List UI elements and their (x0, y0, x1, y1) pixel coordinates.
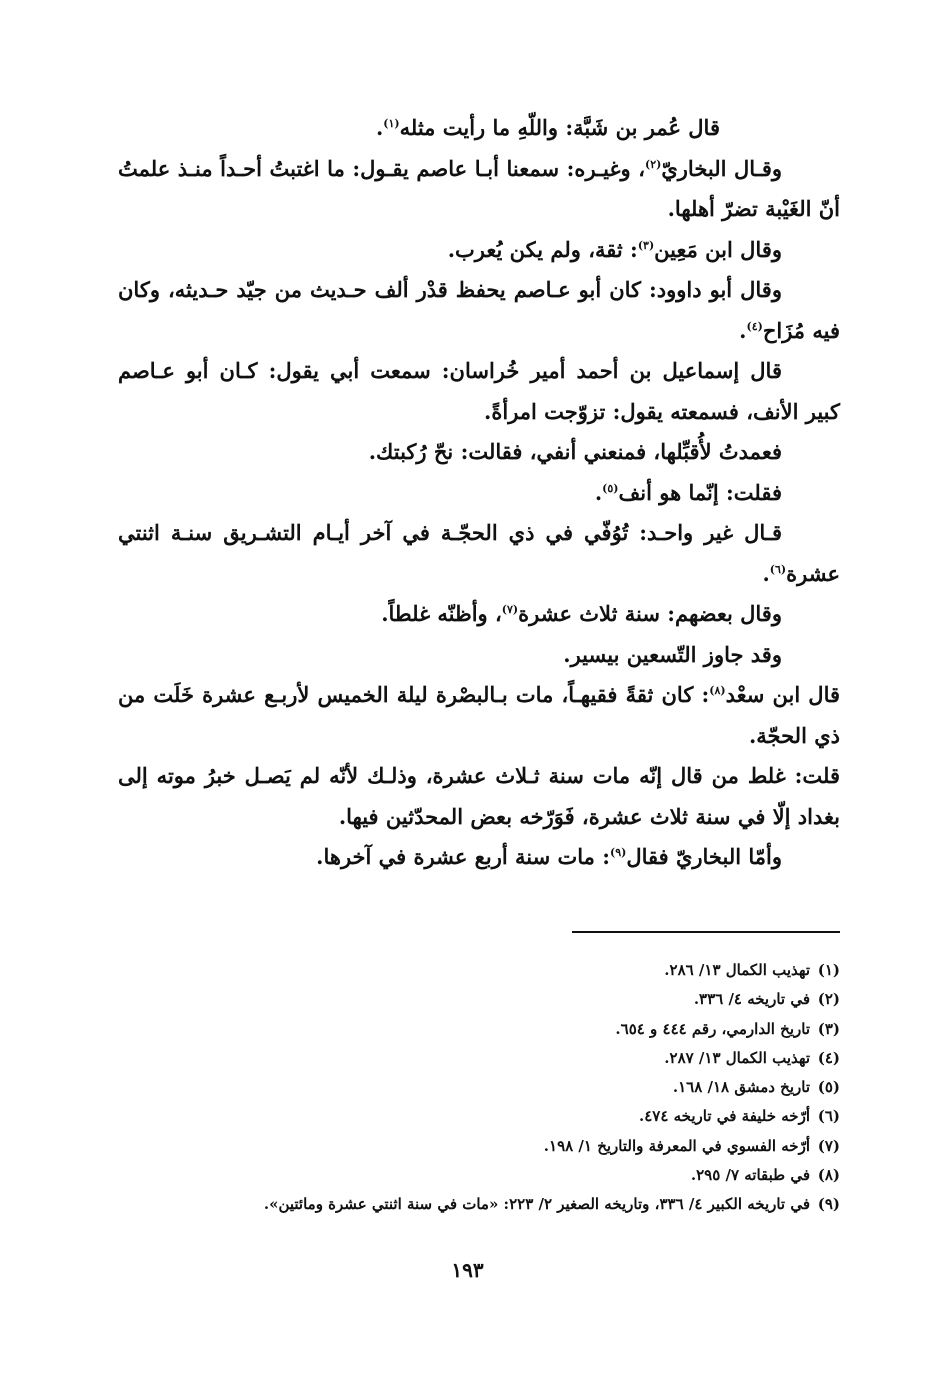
footnote-text: تهذيب الكمال ١٣/ ٢٨٦. (664, 961, 810, 979)
footnote-text: في تاريخه ٤/ ٣٣٦. (693, 990, 810, 1009)
paragraph-9 (118, 594, 840, 635)
paragraph-4 (118, 270, 840, 351)
footnote-ref-1: (١) (383, 117, 400, 130)
paragraph-11-text-a: قال ابن سعْد (725, 682, 841, 707)
footnote-ref-2: (٢) (644, 157, 662, 171)
footnote-text: أرّخه خليفة في تاريخه ٤٧٤. (639, 1107, 810, 1126)
footnote-text: تهذيب الكمال ١٣/ ٢٨٧. (664, 1048, 810, 1067)
paragraph-4-end: . (739, 317, 747, 343)
footnote-number: (٤) (817, 1048, 840, 1067)
footnote-ref-5: (٥) (602, 481, 619, 495)
footnote-ref-8: (٨) (709, 684, 726, 697)
footnotes (118, 956, 840, 1220)
paragraph-2-text-b: ، وغيـره: سمعنا أبـا عاصم يقـول: ما اغتبتُ أحـداً منـذ علمتُ أنّ الغَيْبة تضرّ أهلها. (118, 155, 840, 221)
footnote-text: تاريخ دمشق ١٨/ ١٦٨. (672, 1078, 810, 1097)
paragraph-4-text: وقال أبو داوود: كان أبو عـاصم يحفظ قدْر ألف حـديث من جيّد حـديثه، وكان فيه مُزَاح (118, 277, 840, 343)
paragraph-13 (118, 837, 840, 878)
footnote-6 (118, 1102, 840, 1131)
footnote-number: (٢) (817, 990, 840, 1009)
footnote-number: (٥) (817, 1078, 840, 1097)
paragraph-10-text: وقد جاوز التّسعين بيسير. (563, 641, 782, 667)
main-text (118, 108, 840, 878)
paragraph-12 (118, 756, 840, 837)
paragraph-2 (118, 149, 840, 230)
page-number: ١٩٣ (451, 1258, 484, 1282)
paragraph-10 (118, 635, 840, 676)
paragraph-13-text-a: وأمّا البخاريّ فقال (626, 844, 782, 869)
paragraph-8 (118, 513, 840, 594)
paragraph-3 (118, 230, 840, 271)
footnote-number: (٧) (817, 1136, 840, 1155)
footnote-9 (118, 1190, 840, 1219)
footnote-2 (118, 985, 840, 1014)
footnote-4 (118, 1044, 840, 1073)
paragraph-12-text: قلت: غلط من قال إنّه مات سنة ثـلاث عشرة، وذلـك لأنّه لم يَصـل خبرُ موته إلى بغداد إلّا في سنة ثلاث عشرة، فَوَرّخه بعض المحدّثين فيها. (118, 763, 840, 829)
paragraph-9-text-a: وقال بعضهم: سنة ثلاث عشرة (518, 601, 782, 626)
footnote-3 (118, 1015, 840, 1044)
paragraph-7-text: فقلت: إنّما هو أنف (618, 479, 782, 505)
paragraph-7-end: . (594, 479, 603, 505)
paragraph-3-text-b: : ثقة، ولم يكن يُعرب. (447, 236, 638, 262)
paragraph-1 (118, 108, 840, 149)
footnote-1 (118, 956, 840, 985)
paragraph-1-text: قال عُمر بن شَبَّة: واللّهِ ما رأيت مثله (399, 115, 720, 140)
footnote-ref-9: (٩) (609, 846, 627, 859)
footnote-8 (118, 1161, 840, 1190)
footnote-text: أرّخه الفسوي في المعرفة والتاريخ ١/ ١٩٨. (543, 1136, 810, 1155)
paragraph-1-end: . (375, 115, 384, 140)
paragraph-11 (118, 675, 840, 756)
paragraph-7 (118, 473, 840, 514)
footnote-7 (118, 1132, 840, 1161)
paragraph-11-text-b: : كان ثقةً فقيهـاً، مات بـالبصْرة ليلة الخميس لأربـع عشرة خَلَت من ذي الحجّة. (118, 682, 840, 748)
footnote-text: تاريخ الدارمي، رقم ٤٤٤ و ٦٥٤. (615, 1019, 810, 1038)
paragraph-13-text-b: : مات سنة أربع عشرة في آخرها. (316, 844, 610, 869)
footnote-ref-4: (٤) (746, 319, 763, 333)
footnote-ref-6: (٦) (769, 562, 787, 576)
footnote-number: (٩) (817, 1195, 840, 1214)
footnote-number: (١) (817, 961, 840, 979)
footnote-5 (118, 1073, 840, 1102)
footnote-number: (٦) (817, 1107, 840, 1126)
paragraph-3-text-a: وقال ابن مَعِين (654, 236, 782, 262)
footnote-text: في طبقاته ٧/ ٢٩٥. (690, 1166, 810, 1185)
paragraph-5-text: قال إسماعيل بن أحمد أمير خُراسان: سمعت أبي يقول: كـان أبو عـاصم كبير الأنف، فسمعته يقول: تزوّجت امرأةً. (118, 358, 840, 424)
paragraph-8-end: . (762, 560, 770, 586)
paragraph-5 (118, 351, 840, 432)
footnote-number: (٣) (817, 1019, 840, 1038)
paragraph-6 (118, 432, 840, 473)
paragraph-8-text: قـال غير واحـد: تُوُفّي في ذي الحجّـة في آخر أيـام التشـريق سنـة اثنتي عشرة (118, 520, 840, 586)
paragraph-9-text-b: ، وأظنّه غلطاً. (381, 601, 502, 626)
footnote-separator (572, 931, 840, 933)
footnote-ref-3: (٣) (637, 238, 655, 252)
footnote-number: (٨) (817, 1166, 840, 1185)
footnote-text: في تاريخه الكبير ٤/ ٣٣٦، وتاريخه الصغير ٢/ ٢٢٣: «مات في سنة اثنتي عشرة ومائتين». (263, 1195, 810, 1214)
paragraph-6-text: فعمدتُ لأُقبِّلها، فمنعني أنفي، فقالت: نحّ رُكبتك. (368, 439, 782, 464)
footnote-ref-7: (٧) (501, 603, 519, 616)
paragraph-2-text-a: وقـال البخاريّ (661, 155, 782, 181)
